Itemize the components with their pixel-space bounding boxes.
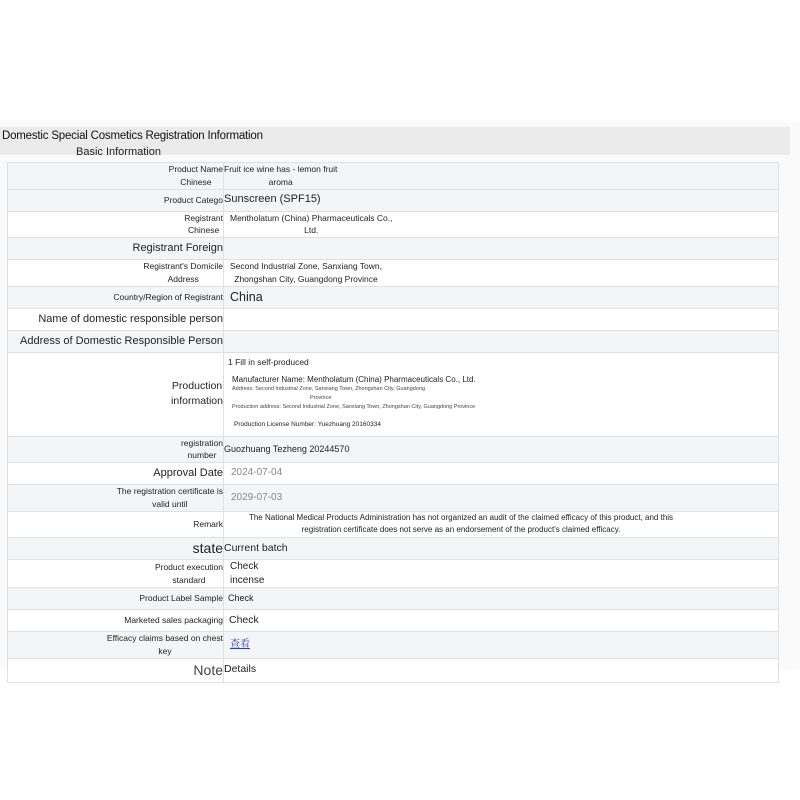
value-efficacy-claims — [224, 632, 779, 659]
value-registrant-domicile: Second Industrial Zone, Sanxiang Town, Zhongshan City, Guangdong Province — [224, 260, 779, 287]
table-row — [8, 658, 779, 682]
label-country-region: Country/Region of Registrant — [8, 286, 224, 308]
table-row — [8, 463, 779, 485]
sales-packaging-check-link[interactable]: Check — [224, 610, 779, 632]
label-product-category: Product Catego — [8, 189, 224, 211]
value-execution-standard[interactable] — [224, 560, 779, 588]
label-product-name: Product Name Chinese — [8, 163, 224, 190]
label-sales-packaging: Marketed sales packaging — [8, 610, 224, 632]
label-efficacy-claims: Efficacy claims based on chest key — [8, 632, 224, 659]
label-state: state — [8, 538, 224, 560]
table-row — [8, 330, 779, 352]
table-row — [8, 211, 779, 238]
label-label-sample: Product Label Sample — [8, 588, 224, 610]
registration-info-table — [7, 162, 779, 683]
table-row — [8, 189, 779, 211]
label-execution-standard: Product execution standard — [8, 560, 224, 588]
label-production-info: Production information — [8, 352, 224, 436]
label-note: Note — [8, 658, 224, 682]
section-title: Basic Information — [76, 146, 161, 158]
table-row — [8, 560, 779, 588]
table-row — [8, 511, 779, 538]
production-site-address: Production address: Second Industrial Zone, Sanxiang Town, Zhongshan City, Guangdong Province — [232, 403, 476, 410]
value-registrant-chinese: Mentholatum (China) Pharmaceuticals Co., Ltd. — [224, 211, 779, 238]
value-note: Details — [224, 658, 779, 682]
remark-text: The National Medical Products Administration has not organized an audit of the claimed efficacy of this product, and this registration certificate does not serve as an endorsement of the product's claimed efficacy. — [248, 512, 674, 535]
label-sample-check-link[interactable]: Check — [224, 588, 779, 610]
table-row — [8, 308, 779, 330]
label-approval-date: Approval Date — [8, 463, 224, 485]
table-row — [8, 238, 779, 260]
label-remark: Remark — [8, 511, 224, 538]
efficacy-claims-check-link[interactable]: 查看 — [230, 638, 250, 650]
label-domestic-person-name: Name of domestic responsible person — [8, 308, 224, 330]
table-row — [8, 588, 779, 610]
table-row — [8, 485, 779, 512]
value-domestic-person-name — [224, 308, 779, 330]
value-remark — [224, 511, 779, 538]
table-row — [8, 436, 779, 463]
production-manufacturer: Manufacturer Name: Mentholatum (China) Pharmaceuticals Co., Ltd. — [232, 375, 476, 385]
production-address-1: Address: Second Industrial Zone, Sanxiang Town, Zhongshan City, Guangdong — [232, 386, 426, 393]
label-registrant-foreign: Registrant Foreign — [8, 238, 224, 260]
production-address-2: Province — [310, 395, 332, 402]
label-registrant-chinese: Registrant Chinese — [8, 211, 224, 238]
value-country-region: China — [224, 286, 779, 308]
table-row — [8, 163, 779, 190]
label-registrant-domicile: Registrant's Domicile Address — [8, 260, 224, 287]
label-valid-until: The registration certificate is valid until — [8, 485, 224, 512]
value-product-name: Fruit ice wine has - lemon fruit aroma — [224, 163, 779, 190]
table-row — [8, 260, 779, 287]
label-domestic-person-address: Address of Domestic Responsible Person — [8, 330, 224, 352]
value-registrant-foreign — [224, 238, 779, 260]
production-fill: 1 Fill in self-produced — [228, 357, 309, 368]
table-row — [8, 352, 779, 436]
value-registration-number: Guozhuang Tezheng 20244570 — [224, 436, 779, 463]
table-row — [8, 632, 779, 659]
value-state: Current batch — [224, 538, 779, 560]
page-title: Domestic Special Cosmetics Registration Information — [2, 130, 263, 142]
value-production-info — [224, 352, 779, 436]
value-domestic-person-address — [224, 330, 779, 352]
value-approval-date: 2024-07-04 — [224, 463, 779, 485]
execution-standard-check-link[interactable]: Check — [230, 561, 259, 573]
value-valid-until: 2029-07-03 — [224, 485, 779, 512]
production-license: Production License Number: Yuezhuang 20160334 — [234, 420, 381, 428]
execution-standard-extra: incense — [230, 574, 265, 586]
table-row — [8, 610, 779, 632]
label-registration-number: registration number — [8, 436, 224, 463]
table-row — [8, 286, 779, 308]
value-product-category: Sunscreen (SPF15) — [224, 189, 779, 211]
table-row — [8, 538, 779, 560]
